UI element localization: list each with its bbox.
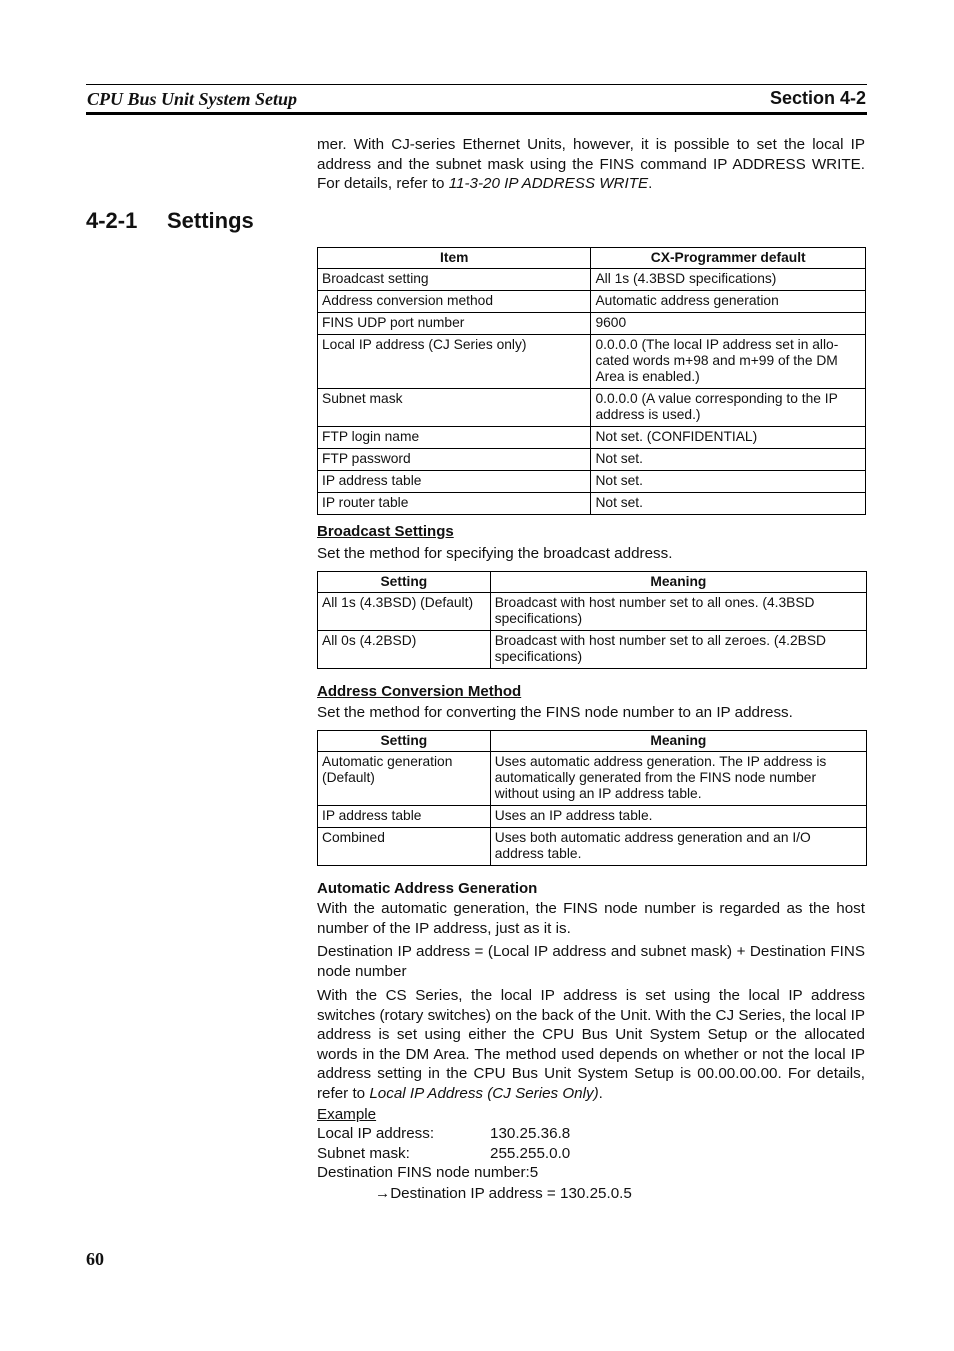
table-row	[318, 828, 867, 866]
table-cell: Uses an IP address table.	[490, 806, 866, 828]
table-cell: FINS UDP port number	[318, 313, 591, 335]
column-header: Meaning	[490, 572, 866, 593]
table-row	[318, 389, 866, 427]
address-conversion-description: Set the method for converting the FINS node number to an IP address.	[317, 704, 793, 721]
destination-node-line: Destination FINS node number:5	[317, 1164, 539, 1181]
paragraph-text: With the CS Series, the local IP address is set using the local IP address switches (rotary switches) on the back of the Unit. With the CJ Series, the local IP address is set using either the CPU Bus Unit System Setup or the allocated words in the DM Area. The method used depends on whether or not the local IP address setting in the CPU Bus Unit System Setup is 00.00.00.00. For details, refer to	[317, 987, 865, 1102]
table-cell: IP router table	[318, 493, 591, 515]
destination-ip-result: →Destination IP address = 130.25.0.5	[375, 1185, 632, 1202]
table-row	[318, 593, 867, 631]
table-cell: Not set. (CONFIDENTIAL)	[591, 427, 866, 449]
settings-table	[317, 247, 866, 515]
table-row	[318, 631, 867, 669]
broadcast-table	[317, 571, 867, 669]
intro-reference: 11-3-20 IP ADDRESS WRITE	[448, 175, 649, 192]
table-cell: Broadcast with host number set to all ones. (4.3BSD specifications)	[490, 593, 866, 631]
table-cell: Not set.	[591, 449, 866, 471]
table-cell: IP address table	[318, 806, 491, 828]
table-cell: Automatic generation (Default)	[318, 752, 491, 806]
address-conversion-table	[317, 730, 867, 866]
table-row	[318, 291, 866, 313]
table-row	[318, 269, 866, 291]
table-cell: IP address table	[318, 471, 591, 493]
auto-generation-paragraph-1: With the automatic generation, the FINS node number is regarded as the host number of the IP address, just as it is.	[317, 900, 865, 937]
table-cell: 0.0.0.0 (The local IP address set in allo-cated words m+98 and m+99 of the DM Area is enabled.)	[591, 335, 866, 389]
column-header: Setting	[318, 572, 491, 593]
table-cell: FTP password	[318, 449, 591, 471]
table-cell: Broadcast with host number set to all zeroes. (4.2BSD specifications)	[490, 631, 866, 669]
intro-text: mer. With CJ-series Ethernet Units, however, it is possible to set the local IP address and the subnet mask using the FINS command IP ADDRESS WRITE. For details, refer to	[317, 136, 865, 192]
table-cell: Combined	[318, 828, 491, 866]
table-row	[318, 471, 866, 493]
column-header: Item	[318, 248, 591, 269]
intro-text-end: .	[648, 175, 653, 192]
column-header: Meaning	[490, 731, 866, 752]
local-ip-value: 130.25.36.8	[490, 1125, 571, 1142]
local-ip-label: Local IP address:	[317, 1125, 435, 1142]
section-label: Section 4-2	[769, 88, 866, 108]
table-row	[318, 752, 867, 806]
column-header: Setting	[318, 731, 491, 752]
table-cell: FTP login name	[318, 427, 591, 449]
column-header: CX-Programmer default	[591, 248, 866, 269]
table-header-row	[318, 248, 866, 269]
table-header-row	[318, 731, 867, 752]
auto-generation-heading: Automatic Address Generation	[317, 880, 538, 897]
table-cell: 0.0.0.0 (A value corresponding to the IP address is used.)	[591, 389, 866, 427]
table-row	[318, 493, 866, 515]
header-rule-top	[86, 84, 867, 85]
broadcast-description: Set the method for specifying the broadcast address.	[317, 545, 673, 562]
table-cell: All 0s (4.2BSD)	[318, 631, 491, 669]
table-cell: Local IP address (CJ Series only)	[318, 335, 591, 389]
table-cell: Uses automatic address generation. The IP address is automatically generated from the FINS node number without using an IP address table.	[490, 752, 866, 806]
table-row	[318, 335, 866, 389]
section-number: 4-2-1	[86, 208, 138, 233]
header-rule-bottom	[86, 112, 867, 115]
example-label: Example	[317, 1106, 377, 1123]
table-cell: Not set.	[591, 471, 866, 493]
address-conversion-heading: Address Conversion Method	[317, 683, 522, 700]
broadcast-heading: Broadcast Settings	[317, 523, 454, 540]
running-header-title: CPU Bus Unit System Setup	[87, 89, 298, 109]
table-header-row	[318, 572, 867, 593]
table-cell: Not set.	[591, 493, 866, 515]
table-cell: Automatic address generation	[591, 291, 866, 313]
page-number: 60	[86, 1249, 104, 1269]
table-row	[318, 806, 867, 828]
intro-paragraph	[317, 135, 865, 194]
section-heading	[86, 208, 254, 234]
table-cell: 9600	[591, 313, 866, 335]
auto-generation-formula: Destination IP address = (Local IP address and subnet mask) + Destination FINS node number	[317, 943, 865, 980]
table-cell: All 1s (4.3BSD) (Default)	[318, 593, 491, 631]
table-row	[318, 449, 866, 471]
auto-generation-paragraph-3	[317, 986, 865, 1103]
table-row	[318, 427, 866, 449]
table-cell: Address conversion method	[318, 291, 591, 313]
table-row	[318, 313, 866, 335]
table-cell: All 1s (4.3BSD specifications)	[591, 269, 866, 291]
paragraph-reference: Local IP Address (CJ Series Only)	[369, 1084, 599, 1102]
table-cell: Broadcast setting	[318, 269, 591, 291]
subnet-mask-label: Subnet mask:	[317, 1145, 410, 1162]
subnet-mask-value: 255.255.0.0	[490, 1145, 571, 1162]
paragraph-text-end: .	[598, 1084, 603, 1102]
section-title: Settings	[167, 208, 254, 233]
table-cell: Subnet mask	[318, 389, 591, 427]
table-cell: Uses both automatic address generation and an I/O address table.	[490, 828, 866, 866]
